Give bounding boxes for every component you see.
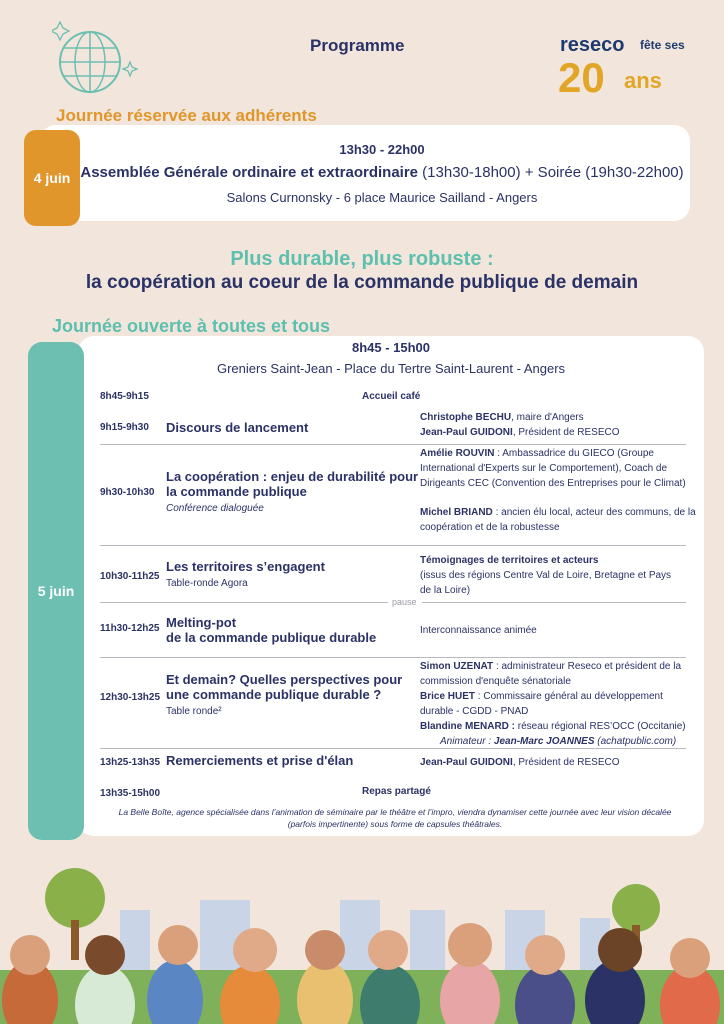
accueil-label: Accueil café: [362, 391, 421, 402]
divider: [100, 657, 686, 658]
speaker-desc: durable - CGDD - PNAD: [420, 706, 529, 717]
speaker-desc: , maire d'Angers: [511, 412, 584, 423]
crowd-illustration: [0, 850, 724, 1024]
session-speakers: [420, 446, 686, 491]
session-title-line1: Et demain? Quelles perspectives pour: [166, 672, 403, 687]
members-day-time: 13h30 - 22h00: [339, 142, 425, 157]
members-day-title-rest: (13h30-18h00) + Soirée (19h30-22h00): [418, 164, 684, 181]
session-speakers: Interconnaissance animée: [420, 625, 537, 636]
session-title-line1: La coopération : enjeu de durabilité pour: [166, 469, 419, 484]
animateur-rest: (achatpublic.com): [594, 736, 677, 747]
session-subtitle: Table ronde²: [166, 706, 222, 717]
speaker-desc: : ancien élu local, acteur des communs, de la: [492, 507, 696, 518]
speaker-desc: de la Loire): [420, 585, 471, 596]
speaker-desc: réseau régional RES’OCC (Occitanie): [515, 721, 686, 732]
speaker-desc: commission d'enquête sénatoriale: [420, 676, 571, 687]
members-day-heading: Journée réservée aux adhérents: [56, 106, 317, 125]
divider: [100, 602, 388, 603]
animateur-label: Animateur :: [440, 736, 494, 747]
open-day-place: Greniers Saint-Jean - Place du Tertre Saint-Laurent - Angers: [216, 361, 566, 376]
accueil-time: 8h45-9h15: [100, 391, 149, 402]
disco-ball-icon: [52, 18, 142, 98]
open-day-heading: Journée ouverte à toutes et tous: [52, 316, 331, 336]
footnote: [100, 806, 690, 830]
speaker-desc: coopération et de la robustesse: [420, 522, 560, 533]
speaker-desc: : Commissaire général au développement: [475, 691, 663, 702]
session-time: 12h30-13h25: [100, 692, 161, 703]
session-time: 9h15-9h30: [100, 422, 149, 433]
tagline-line1: Plus durable, plus robuste :: [230, 248, 494, 270]
session-title: Discours de lancement: [166, 420, 309, 435]
session-time: 9h30-10h30: [100, 487, 155, 498]
members-day-title: [0, 164, 724, 181]
repas-label: Repas partagé: [362, 786, 431, 797]
speaker-desc: (issus des régions Centre Val de Loire, Bretagne et Pays: [420, 570, 672, 581]
speaker-desc: , Président de RESECO: [512, 427, 620, 438]
logo-ans: ans: [624, 68, 662, 93]
members-day-date: 4 juin: [24, 130, 80, 226]
session-title: Remerciements et prise d'élan: [166, 753, 354, 768]
divider: [100, 444, 686, 445]
speaker-desc: : Ambassadrice du GIECO (Groupe: [494, 448, 654, 459]
speaker-name: Christophe BECHU: [420, 412, 512, 423]
session-title: [166, 672, 402, 719]
open-day-time: 8h45 - 15h00: [351, 340, 431, 355]
reseco-logo: [560, 32, 700, 102]
divider: [422, 602, 686, 603]
speaker-name: Brice HUET: [420, 691, 476, 702]
footnote-line2: (parfois impertinente) sous forme de capsules théâtrales.: [287, 819, 503, 829]
speaker-desc: : administrateur Reseco et président de la: [495, 661, 682, 672]
animateur-name: Jean-Marc JOANNES: [493, 736, 595, 747]
speaker-name: Jean-Paul GUIDONI: [420, 757, 513, 768]
speaker-name: Témoignages de territoires et acteurs: [420, 555, 599, 566]
animateur-line: [420, 736, 676, 747]
speaker-desc: International d'Experts sur le Comportement), Coach de: [420, 463, 668, 474]
footnote-line1: La Belle Boîte, agence spécialisée dans l’animation de séminaire par le théâtre et l’impro, viendra dynamiser cette journée avec leur vision décalée: [118, 807, 672, 817]
open-day-date: 5 juin: [28, 342, 84, 840]
speaker-name: Jean-Paul GUIDONI: [420, 427, 513, 438]
speaker-name: Simon UZENAT: [420, 661, 494, 672]
speaker-desc: , Président de RESECO: [512, 757, 620, 768]
session-speakers: [420, 553, 671, 598]
session-speakers: [420, 505, 696, 535]
session-title-line1: Melting-pot: [166, 615, 237, 630]
logo-brand: reseco: [560, 34, 625, 56]
divider: [100, 545, 686, 546]
session-title-line1: Les territoires s’engagent: [166, 559, 325, 574]
session-time: 10h30-11h25: [100, 571, 160, 582]
session-time: 13h25-13h35: [100, 757, 161, 768]
session-title-line2: de la commande publique durable: [166, 630, 377, 645]
session-title-line2: la commande publique: [166, 484, 307, 499]
session-title-line2: une commande publique durable ?: [166, 687, 382, 702]
session-title: [166, 615, 376, 645]
session-title: [166, 469, 418, 516]
speaker-name: Michel BRIAND: [420, 507, 493, 518]
logo-fete: fête ses: [640, 38, 685, 52]
session-speakers: [420, 755, 620, 770]
speaker-name: Blandine MENARD :: [420, 721, 515, 732]
session-subtitle: Table-ronde Agora: [166, 578, 248, 589]
session-title: [166, 559, 325, 591]
logo-number: 20: [558, 54, 605, 101]
repas-time: 13h35-15h00: [100, 788, 161, 799]
divider: [100, 748, 686, 749]
page-title: Programme: [310, 36, 405, 55]
session-time: 11h30-12h25: [100, 623, 160, 634]
tagline-line2: la coopération au coeur de la commande publique de demain: [85, 272, 639, 293]
session-speakers: [420, 410, 620, 440]
session-speakers: [420, 659, 686, 749]
members-day-title-bold: Assemblée Générale ordinaire et extraordinaire: [80, 164, 419, 181]
session-subtitle: Conférence dialoguée: [166, 503, 264, 514]
speaker-desc: Dirigeants CEC (Convention des Entreprises pour le Climat): [420, 478, 686, 489]
members-day-place: Salons Curnonsky - 6 place Maurice Sailland - Angers: [226, 190, 538, 205]
speaker-name: Amélie ROUVIN: [420, 448, 495, 459]
pause-label: pause: [392, 597, 417, 607]
